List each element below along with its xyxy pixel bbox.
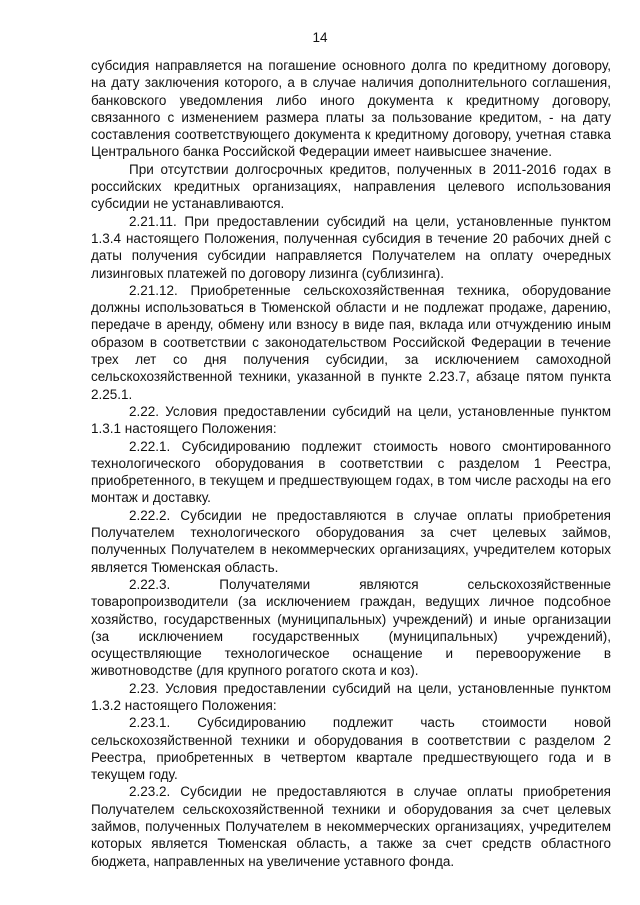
paragraph-continuation: субсидия направляется на погашение основного долга по кредитному договору, на дату заключения которого, а в случае наличия дополнительного соглашения, банковского уведомления либо иного документа к кредитному договору, связанного с изменением размера платы за пользование кредитом, - на дату составления соответствующего документа к кредитному договору, учетная ставка Центрального банка Российской Федерации имеет наивысшее значение. [91, 58, 611, 160]
paragraph-2-21-12: 2.21.12. Приобретенные сельскохозяйственная техника, оборудование должны использоваться в Тюменской области и не подлежат продаже, дарению, передаче в аренду, обмену или взносу в виде пая, вклада или отчуждению иным образом в соответствии с законодательством Российской Федерации в течение трех лет со дня получения субсидии, за исключением самоходной сельскохозяйственной техники, указанной в пункте 2.23.7, абзаце пятом пункта 2.25.1. [91, 282, 611, 402]
paragraph-2-23-1: 2.23.1. Субсидированию подлежит часть стоимости новой сельскохозяйственной техники и оборудования в соответствии с разделом 2 Реестра, приобретенных в четвертом квартале предшествующего года и в текущем году. [91, 715, 611, 783]
page-number: 14 [312, 30, 328, 45]
paragraph-2-22-2: 2.22.2. Субсидии не предоставляются в случае оплаты приобретения Получателем технологического оборудования за счет целевых займов, полученных Получателем в некоммерческих организациях, учредителем которых является Тюменская область. [91, 507, 611, 575]
document-body [91, 57, 611, 870]
paragraph-2-22-3: 2.22.3. Получателями являются сельскохозяйственные товаропроизводители (за исключением граждан, ведущих личное подсобное хозяйство, государственных (муниципальных) учреждений) и иные организации (за исключением государственных (муниципальных) учреждений), осуществляющие технологическое оснащение и перевооружение в животноводстве (для крупного рогатого скота и коз). [91, 576, 611, 679]
paragraph-2-23-2: 2.23.2. Субсидии не предоставляются в случае оплаты приобретения Получателем сельскохозяйственной техники и оборудования за счет целевых займов, полученных Получателем в некоммерческих организациях, учредителем которых является Тюменская область, а также за счет средств областного бюджета, направленных на увеличение уставного фонда. [91, 784, 611, 869]
paragraph-2-22: 2.22. Условия предоставлении субсидий на цели, установленные пунктом 1.3.1 настоящего Положения: [91, 403, 611, 437]
paragraph-no-credits: При отсутствии долгосрочных кредитов, полученных в 2011-2016 годах в российских кредитных организациях, направления целевого использования субсидии не устанавливаются. [91, 161, 611, 212]
paragraph-2-23: 2.23. Условия предоставлении субсидий на цели, установленные пунктом 1.3.2 настоящего Положения: [91, 680, 611, 713]
paragraph-2-21-11: 2.21.11. При предоставлении субсидий на цели, установленные пунктом 1.3.4 настоящего Положения, полученная субсидия в течение 20 рабочих дней с даты получения субсидии направляется Получателем на оплату очередных лизинговых платежей по договору лизинга (сублизинга). [91, 213, 611, 281]
paragraph-2-22-1: 2.22.1. Субсидированию подлежит стоимость нового смонтированного технологического оборудования в соответствии с разделом 1 Реестра, приобретенного, в текущем и предшествующем годах, в том числе расходы на его монтаж и доставку. [91, 438, 611, 506]
